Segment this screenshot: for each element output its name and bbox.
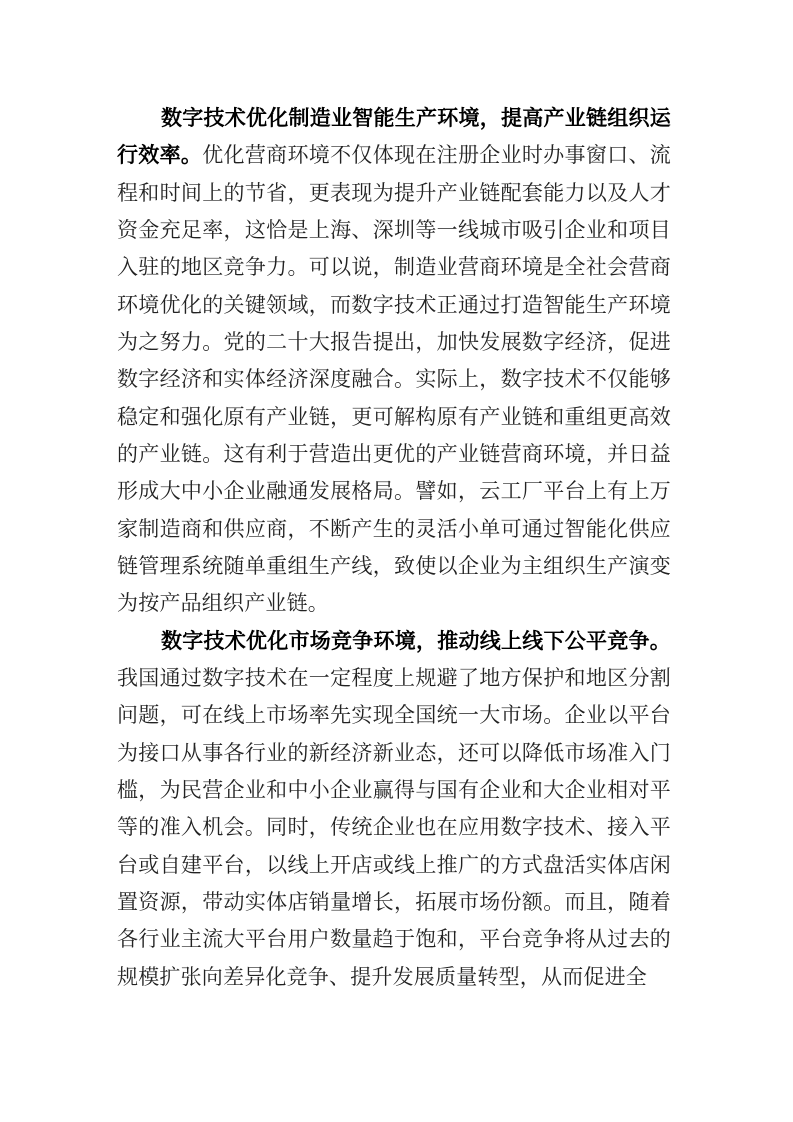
paragraph-1-lead: 数字技术优化制造业智能生产环境，提高产业链组织运行效率。 xyxy=(117,107,671,168)
paragraph-2-body: 我国通过数字技术在一定程度上规避了地方保护和地区分割问题，可在线上市场率先实现全国统一大市场。企业以平台为接口从事各行业的新经济新业态，还可以降低市场准入门槛，为民营企业和中小企业赢得与国有企业和大企业相对平等的准入机会。同时，传统企业也在应用数字技术、接入平台或自建平台，以线上开店或线上推广的方式盘活实体店闲置资源，带动实体店销量增长，拓展市场份额。而且，随着各行业主流大平台用户数量趋于饱和，平台竞争将从过去的规模扩张向差异化竞争、提升发展质量转型，从而促进全 xyxy=(117,665,671,989)
paragraph-2 xyxy=(117,623,671,996)
paragraph-2-lead: 数字技术优化市场竞争环境，推动线上线下公平竞争。 xyxy=(161,629,671,653)
paragraph-1-body: 优化营商环境不仅体现在注册企业时办事窗口、流程和时间上的节省，更表现为提升产业链配套能力以及人才资金充足率，这恰是上海、深圳等一线城市吸引企业和项目入驻的地区竞争力。可以说，制造业营商环境是全社会营商环境优化的关键领域，而数字技术正通过打造智能生产环境为之努力。党的二十大报告提出，加快发展数字经济，促进数字经济和实体经济深度融合。实际上，数字技术不仅能够稳定和强化原有产业链，更可解构原有产业链和重组更高效的产业链。这有利于营造出更优的产业链营商环境，并日益形成大中小企业融通发展格局。譬如，云工厂平台上有上万家制造商和供应商，不断产生的灵活小单可通过智能化供应链管理系统随单重组生产线，致使以企业为主组织生产演变为按产品组织产业链。 xyxy=(117,143,671,616)
paragraph-1 xyxy=(117,100,671,623)
document-text-block xyxy=(117,100,671,996)
